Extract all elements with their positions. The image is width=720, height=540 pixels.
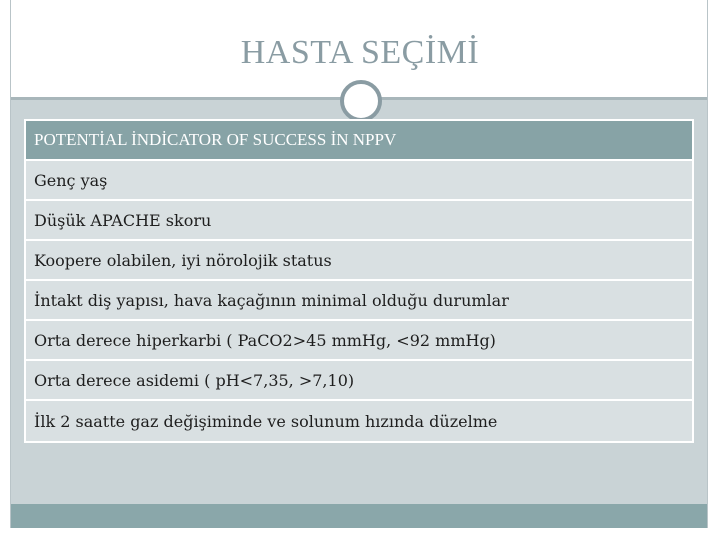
footer-bar: [11, 504, 707, 528]
table-row: Genç yaş: [26, 161, 692, 201]
table-header: POTENTİAL İNDİCATOR OF SUCCESS İN NPPV: [26, 121, 692, 161]
table-row: İlk 2 saatte gaz değişiminde ve solunum hızında düzelme: [26, 401, 692, 441]
slide-title: HASTA SEÇİMİ: [240, 34, 480, 71]
table-row: Orta derece asidemi ( pH<7,35, >7,10): [26, 361, 692, 401]
success-indicator-table: [24, 119, 694, 443]
table-row: Düşük APACHE skoru: [26, 201, 692, 241]
table-row: İntakt diş yapısı, hava kaçağının minimal olduğu durumlar: [26, 281, 692, 321]
table-row: Koopere olabilen, iyi nörolojik status: [26, 241, 692, 281]
circle-ornament-icon: [340, 80, 382, 122]
table-row: Orta derece hiperkarbi ( PaCO2>45 mmHg, <92 mmHg): [26, 321, 692, 361]
